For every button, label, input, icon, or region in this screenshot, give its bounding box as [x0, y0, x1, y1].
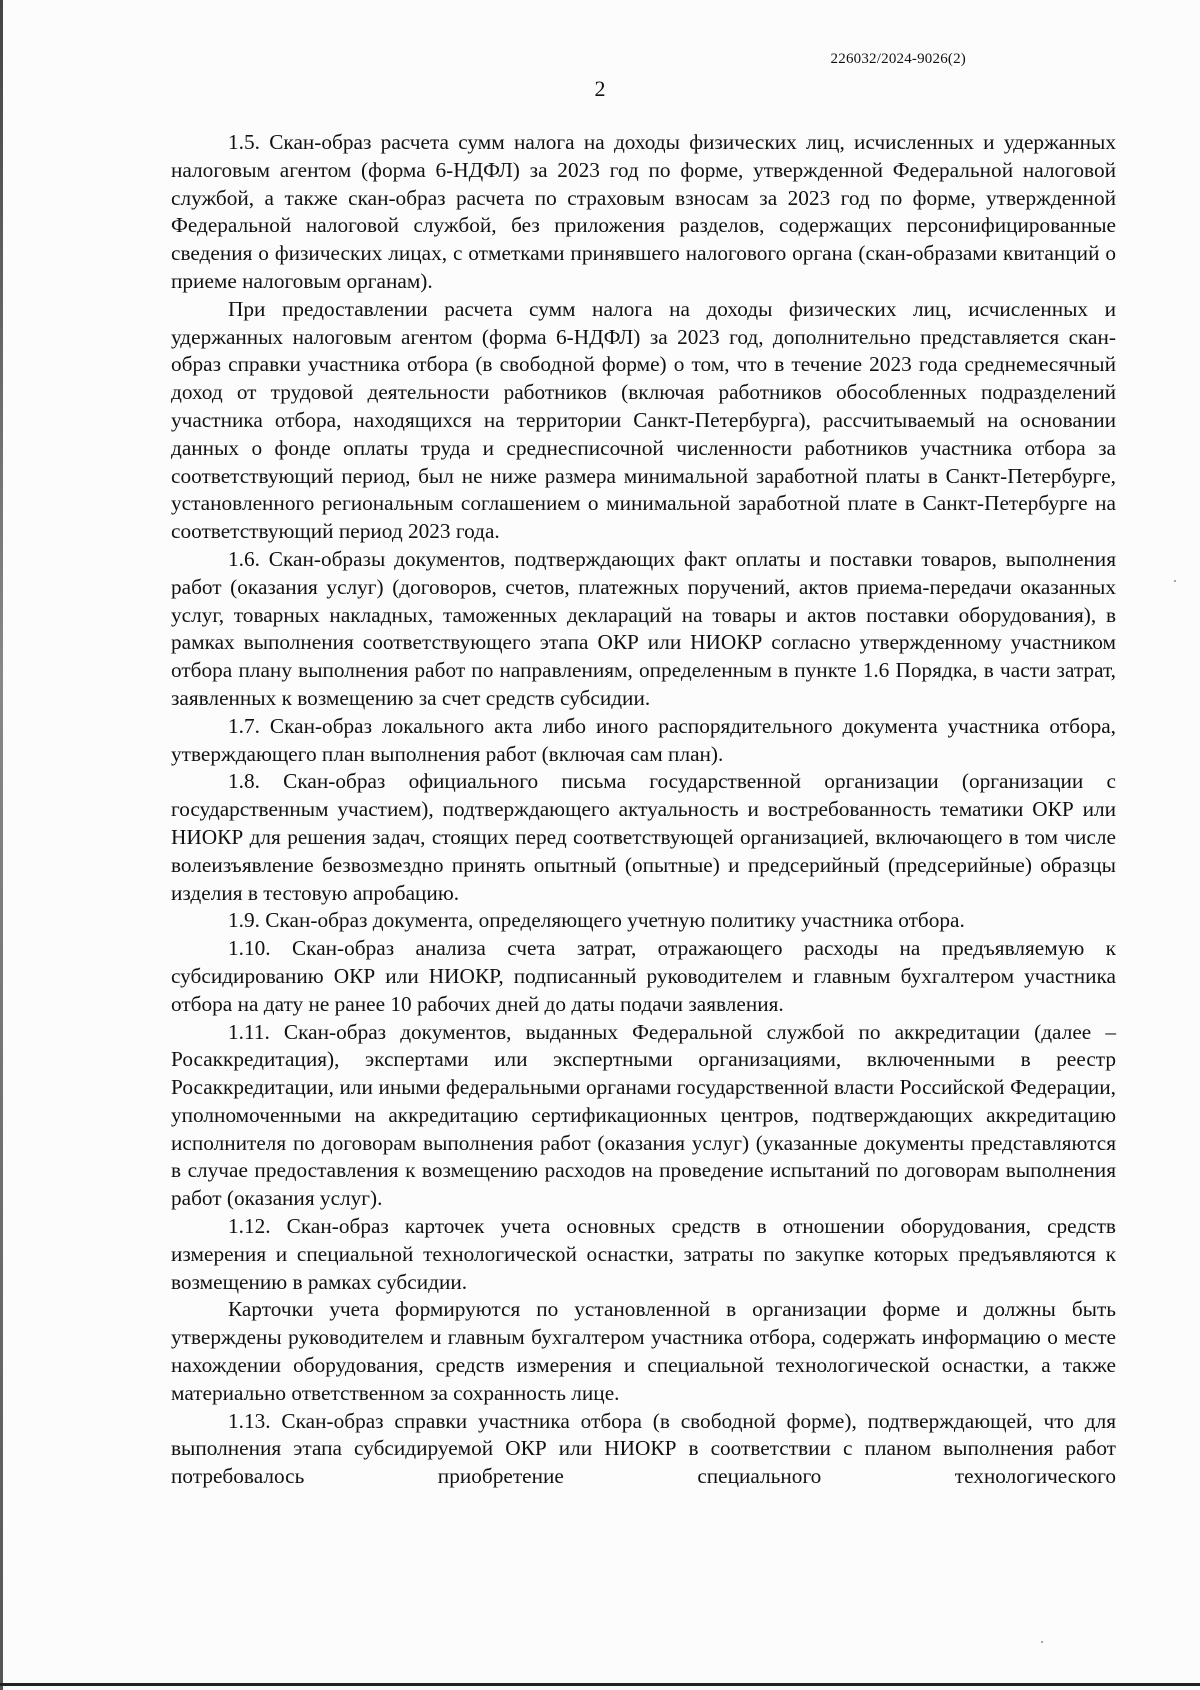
paragraph-1-12: 1.12. Скан-образ карточек учета основных средств в отношении оборудования, средств измерения и специальной технологической оснастки, затраты по закупке которых предъявляются к возмещению в рамках субсидии. [171, 1214, 1116, 1294]
document-registration-number: 226032/2024-9026(2) [830, 51, 966, 67]
paragraph-1-13: 1.13. Скан-образ справки участника отбора (в свободной форме), подтверждающей, что для выполнения этапа субсидируемой ОКР или НИОКР в соответствии с планом выполнения работ потребовалось приобретение специального технологического [171, 1408, 1116, 1489]
page-number: 2 [594, 76, 606, 101]
paragraph-1-7: 1.7. Скан-образ локального акта либо иного распорядительного документа участника отбора, утверждающего план выполнения работ (включая сам план). [171, 713, 1116, 766]
paragraph-1-11: 1.11. Скан-образ документов, выданных Федеральной службой по аккредитации (далее – Росаккредитация), экспертами или экспертными организациями, включенными в реестр Росаккредитации, или иными федеральными органами государственной власти Российской Федерации, уполномоченными на аккредитацию сертификационных центров, подтверждающих аккредитацию исполнителя по договорам выполнения работ (оказания услуг) (указанные документы представляются в случае предоставления к возмещению расходов на проведение испытаний по договорам выполнения работ (оказания услуг). [171, 1019, 1116, 1211]
paragraph-1-5: 1.5. Скан-образ расчета сумм налога на доходы физических лиц, исчисленных и удержанных налоговым агентом (форма 6-НДФЛ) за 2023 год по форме, утвержденной Федеральной налоговой службой, а также скан-образ расчета по страховым взносам за 2023 год по форме, утвержденной Федеральной налоговой службой, без приложения разделов, содержащих персонифицированные сведения о физических лицах, с отметками принявшего налогового органа (скан-образами квитанций о приеме налоговым органам). [171, 130, 1116, 293]
scan-speck [1041, 1641, 1043, 1643]
paragraph-6ndfl-note: При предоставлении расчета сумм налога на доходы физических лиц, исчисленных и удержанных налоговым агентом (форма 6-НДФЛ) за 2023 год, дополнительно представляется скан-образ справки участника отбора (в свободной форме) о том, что в течение 2023 года среднемесячный доход от трудовой деятельности работников (включая работников обособленных подразделений участника отбора, находящихся на территории Санкт-Петербурга), рассчитываемый на основании данных о фонде оплаты труда и среднесписочной численности работников участника отбора за соответствующий период, был не ниже размера минимальной заработной платы в Санкт-Петербурге, установленного региональным соглашением о минимальной заработной плате в Санкт-Петербурге на соответствующий период 2023 года. [171, 296, 1116, 544]
paragraph-1-10: 1.10. Скан-образ анализа счета затрат, отражающего расходы на предъявляемую к субсидированию ОКР или НИОКР, подписанный руководителем и главным бухгалтером участника отбора на дату не ранее 10 рабочих дней до даты подачи заявления. [171, 936, 1116, 1016]
paragraph-1-6: 1.6. Скан-образы документов, подтверждающих факт оплаты и поставки товаров, выполнения работ (оказания услуг) (договоров, счетов, платежных поручений, актов приема-передачи оказанных услуг, товарных накладных, таможенных деклараций на товары и актов поставки оборудования), в рамках выполнения соответствующего этапа ОКР или НИОКР согласно утвержденному участником отбора плану выполнения работ по направлениям, определенным в пункте 1.6 Порядка, в части затрат, заявленных к возмещению за счет средств субсидии. [171, 546, 1116, 710]
paragraph-1-8: 1.8. Скан-образ официального письма государственной организации (организации с государственным участием), подтверждающего актуальность и востребованность тематики ОКР или НИОКР для решения задач, стоящих перед соответствующей организацией, включающего в том числе волеизъявление безвозмездно принять опытный (опытные) и предсерийный (предсерийные) образцы изделия в тестовую апробацию. [171, 769, 1116, 905]
paragraph-inventory-cards: Карточки учета формируются по установленной в организации форме и должны быть утверждены руководителем и главным бухгалтером участника отбора, содержать информацию о месте нахождении оборудования, средств измерения и специальной технологической оснастки, а также материально ответственном за сохранность лице. [171, 1297, 1116, 1405]
document-body [171, 129, 1116, 1491]
paragraph-1-9: 1.9. Скан-образ документа, определяющего учетную политику участника отбора. [228, 908, 965, 933]
scan-bottom-edge [0, 1683, 1200, 1686]
scan-left-edge [0, 0, 3, 1690]
scan-speck [1174, 580, 1176, 582]
